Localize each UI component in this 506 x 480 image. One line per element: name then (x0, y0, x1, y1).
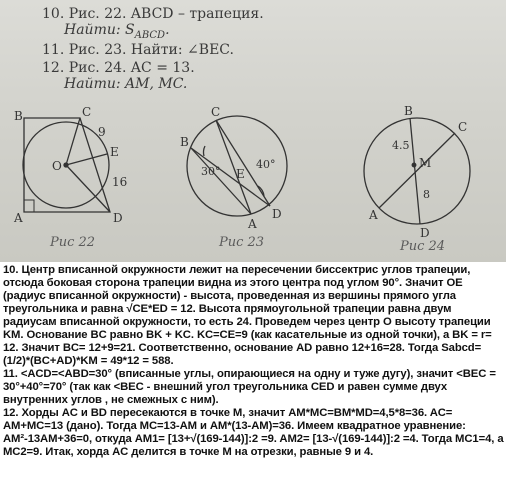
task-10-find-end: . (165, 22, 170, 38)
label-angle-30: 30° (201, 165, 221, 178)
label-angle-40: 40° (256, 158, 276, 171)
label-b: B (14, 109, 23, 123)
right-angle-mark (24, 200, 34, 212)
figure-24 (364, 118, 470, 224)
label-c24: C (458, 120, 468, 134)
task-12-find: Найти: AM, MC. (64, 76, 188, 92)
label-b24: B (404, 104, 413, 118)
figure-23-labels (180, 105, 282, 231)
segment-ba (191, 148, 251, 214)
task-11: 11. Рис. 23. Найти: ∠BEC. (42, 42, 234, 58)
segment-oc (66, 118, 80, 165)
label-bm: 4.5 (392, 139, 410, 152)
label-ed: 16 (112, 175, 128, 189)
label-b23: B (180, 135, 189, 149)
label-o: O (52, 159, 62, 173)
label-d23: D (272, 207, 282, 221)
task-10-title: 10. Рис. 22. ABCD – трапеция. (42, 6, 264, 22)
label-ce: 9 (98, 125, 106, 139)
segment-od (66, 165, 110, 212)
solution-text (3, 264, 505, 459)
label-e23: E (236, 167, 245, 181)
solution-10: 10. Центр вписанной окружности лежит на пересечении биссектрис углов трапеции, отсюда боковая сторона трапеции видна из этого центра под углом 90°. Значит OE (радиус вписанной окружности) - высота, проведенная из вершины прямого угла треугольника и равна √CE*ED = 12. Высота прямоугольной трапеции равна двум радиусам вписанной окружности, то есть 24. Проведем через центр O высоту трапеции KM. Основание BC равно BK + KC. KC=CE=9 (как касательные из одной точки), а BK = r= 12. Значит BC= 12+9=21. Соответственно, основание AD равно 12+16=28. Тогда Sabcd=(1/2)*(BC+AD)*KM = 49*12 = 588. (3, 264, 492, 367)
arc-30 (204, 146, 205, 156)
point-m (412, 163, 416, 167)
label-a23: A (248, 217, 257, 231)
chord-bd24 (410, 118, 420, 224)
label-a24: A (369, 208, 378, 222)
task-10-find-text: Найти: S (64, 22, 135, 38)
solution-11: 11. <ACD=<ABD=30° (вписанные углы, опирающиеся на одну и туже дугу), значит <BEC = 30°+40°=70° (так как <BEC - внешний угол треугольника CED и равен сумме двух внутренних углов , не смежных с ним). (3, 368, 496, 406)
figure-22 (23, 118, 110, 212)
label-d24: D (420, 226, 430, 240)
solution-12: 12. Хорды AC и BD пересекаются в точке M, значит AM*MC=BM*MD=4,5*8=36. AC= AM+MC=13 (дано). Тогда MC=13-AM и AM*(13-AM)=36. Имеем квадратное уравнение: AM²-13AM+36=0, откуда AM1= [13+√(169-144)]:2 =9. AM2= [13-√(169-144)]:2 =4. Тогда MC1=4, а MC2=9. Итак, хорда AC делится в точке M на отрезки, равные 9 и 4. (3, 407, 504, 458)
label-md: 8 (423, 188, 430, 201)
figure-24-labels (368, 104, 467, 240)
task-10-find-sub: ABCD (134, 29, 166, 41)
center-point (64, 163, 68, 167)
caption-22: Рис 22 (50, 235, 96, 250)
caption-23: Рис 23 (219, 235, 265, 250)
label-d: D (113, 211, 123, 225)
caption-24: Рис 24 (400, 239, 446, 254)
segment-oe (66, 154, 107, 165)
label-a: A (14, 211, 23, 225)
label-c23: C (211, 105, 221, 119)
label-c: C (82, 105, 92, 119)
task-12-title: 12. Рис. 24. AC = 13. (42, 60, 195, 76)
label-e: E (110, 145, 119, 159)
label-m24: M (419, 156, 432, 170)
figure-22-labels (13, 105, 127, 225)
